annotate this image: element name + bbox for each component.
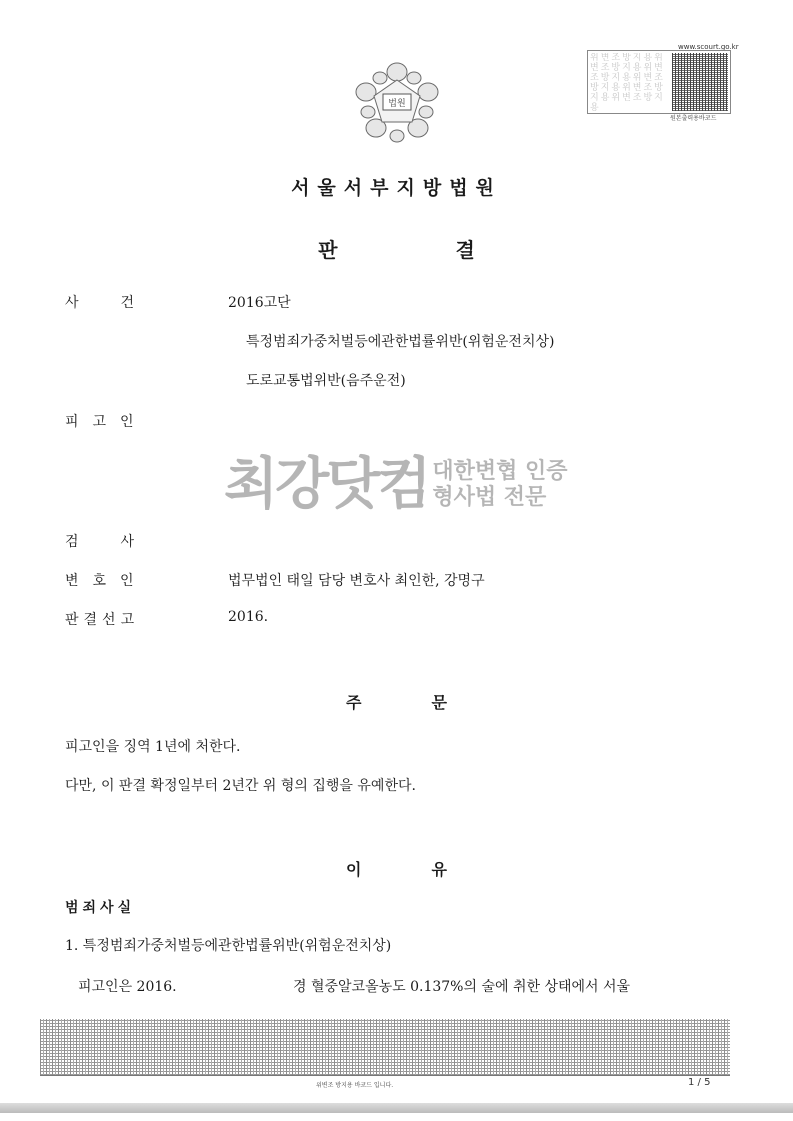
law-firm-watermark bbox=[224, 452, 568, 517]
reason-heading bbox=[0, 857, 793, 880]
case-label: 사 건 bbox=[65, 295, 135, 311]
order-heading bbox=[0, 690, 793, 713]
fact-para-start: 피고인은 2016. bbox=[78, 979, 177, 995]
fact-item-1: 1. 특정범죄가중처벌등에관한법률위반(위험운전치상) bbox=[65, 938, 392, 954]
court-emblem-icon bbox=[352, 58, 442, 148]
charge-1: 특정범죄가중처벌등에관한법률위반(위험운전치상) bbox=[246, 334, 555, 350]
qr-code-icon bbox=[672, 53, 728, 111]
watermark-line-1: 대한변협 인증 bbox=[432, 459, 568, 484]
title-char-2: 결 bbox=[455, 238, 475, 262]
watermark-line-2: 형사법 전문 bbox=[432, 485, 547, 510]
site-url: www.scourt.go.kr bbox=[678, 43, 739, 51]
original-print-barcode bbox=[587, 50, 731, 114]
page-indicator: 1 / 5 bbox=[688, 1077, 711, 1088]
title-char-1: 판 bbox=[318, 238, 338, 262]
court-name: 서울서부지방법원 bbox=[291, 177, 502, 199]
fact-para-rest: 경 혈중알코올농도 0.137%의 술에 취한 상태에서 서울 bbox=[293, 979, 631, 995]
footer-divider bbox=[40, 1075, 730, 1076]
scan-edge bbox=[0, 1103, 793, 1113]
charge-2: 도로교통법위반(음주운전) bbox=[246, 373, 406, 389]
verdict-date: 2016. bbox=[228, 609, 269, 625]
verdict-date-label: 판결선고 bbox=[65, 612, 140, 628]
criminal-facts-heading: 범죄사실 bbox=[65, 900, 136, 916]
anti-forgery-barcode bbox=[40, 1019, 730, 1075]
barcode-caption: 원본출력용바코드 bbox=[670, 115, 717, 122]
order-line-2: 다만, 이 판결 확정일부터 2년간 위 형의 집행을 유예한다. bbox=[65, 778, 416, 794]
reason-heading-char-2: 유 bbox=[431, 860, 447, 879]
prosecutor-label: 검 사 bbox=[65, 534, 135, 550]
watermark-logo-text: 최강닷컴 bbox=[224, 452, 429, 517]
order-line-1: 피고인을 징역 1년에 처한다. bbox=[65, 739, 241, 755]
order-heading-char-1: 주 bbox=[346, 693, 362, 712]
counsel-label: 변 호 인 bbox=[65, 573, 134, 589]
case-number: 2016고단 bbox=[228, 295, 291, 311]
order-heading-char-2: 문 bbox=[431, 693, 447, 712]
counsel-value: 법무법인 태일 담당 변호사 최인한, 강명구 bbox=[228, 573, 485, 589]
barcode-notice: 위변조 방지용 바코드 입니다. bbox=[316, 1082, 394, 1089]
barcode-watermark-text: 위변조방지용위변조방지용위변조방지용위변조방지용위변조방지용위변조방지용 bbox=[590, 53, 665, 111]
defendant-label: 피 고 인 bbox=[65, 414, 134, 430]
reason-heading-char-1: 이 bbox=[346, 860, 362, 879]
document-title bbox=[0, 234, 793, 263]
emblem-text: 법원 bbox=[388, 99, 406, 109]
